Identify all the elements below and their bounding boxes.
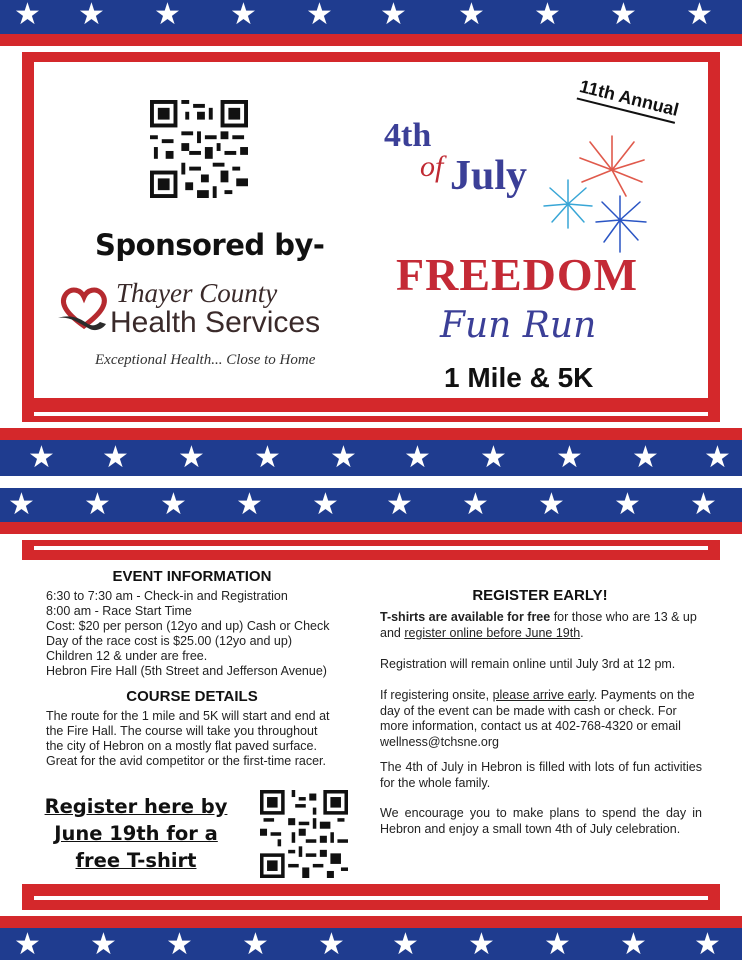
- star-icon: ★: [8, 488, 35, 522]
- star-icon: ★: [632, 440, 659, 475]
- encourage-paragraph: We encourage you to make plans to spend the day in Hebron and enjoy a small town 4th of July celebration.: [380, 806, 702, 836]
- middle-red-stripe-top: [0, 428, 742, 440]
- heart-hand-icon: [56, 282, 112, 336]
- star-icon: ★: [614, 488, 641, 522]
- star-icon: ★: [160, 488, 187, 522]
- register-link-line: Register here by: [44, 795, 228, 818]
- star-icon: ★: [84, 488, 111, 522]
- star-icon: ★: [178, 440, 205, 475]
- star-icon: ★: [480, 440, 507, 475]
- register-link-line: free T-shirt: [75, 849, 197, 872]
- event-info-line: Cost: $20 per person (12yo and up) Cash or Check: [46, 619, 330, 633]
- title-distance: 1 Mile & 5K: [444, 362, 594, 393]
- star-icon: ★: [686, 0, 713, 32]
- sponsor-heading: Sponsored by-: [95, 228, 325, 262]
- lower-left-frame: [22, 540, 32, 560]
- star-icon: ★: [254, 440, 281, 475]
- star-icon: ★: [102, 440, 129, 475]
- qr-code-icon[interactable]: [260, 790, 348, 878]
- event-info-heading: EVENT INFORMATION: [112, 568, 272, 585]
- title-fun-run: Fun Run: [440, 305, 597, 346]
- star-icon: ★: [166, 928, 193, 960]
- register-link[interactable]: [44, 793, 228, 874]
- star-icon: ★: [330, 440, 357, 475]
- middle-star-band-upper: [0, 440, 742, 476]
- middle-red-stripe-bottom: [0, 522, 742, 534]
- star-icon: ★: [14, 928, 41, 960]
- bottom-white-line: [34, 896, 708, 900]
- course-details-line: Great for the avid competitor or the first-time racer.: [46, 754, 326, 768]
- logo-name-line2: Health Services: [110, 306, 321, 339]
- star-icon: ★: [468, 928, 495, 960]
- top-star-band: [0, 0, 742, 34]
- onsite-rest-text: . Payments on the day of the event can be made with cash or check. For more information, contact us at 402-768-4320 or email wellness@tchsne.org: [380, 688, 695, 749]
- middle-inner-frame-top: [22, 398, 720, 422]
- top-red-stripe: [0, 34, 742, 46]
- qr-code-icon: [150, 100, 248, 198]
- star-icon: ★: [380, 0, 407, 32]
- register-link-line: June 19th for a: [54, 822, 218, 845]
- star-icon: ★: [544, 928, 571, 960]
- period-text: .: [580, 625, 584, 640]
- registration-online-paragraph: Registration will remain online until July 3rd at 12 pm.: [380, 657, 676, 671]
- star-icon: ★: [694, 928, 721, 960]
- star-icon: ★: [704, 440, 731, 475]
- middle-white-line: [34, 412, 708, 416]
- course-details-line: The route for the 1 mile and 5K will start and end at: [46, 709, 330, 723]
- event-info-line: Hebron Fire Hall (5th Street and Jefferson Avenue): [46, 664, 327, 678]
- title-july: July: [450, 153, 528, 199]
- logo-name-line1: Thayer County: [116, 278, 278, 308]
- left-frame: [22, 52, 34, 408]
- firework-icon: [540, 132, 660, 262]
- star-icon: ★: [312, 488, 339, 522]
- bottom-left-frame: [22, 884, 32, 910]
- star-icon: ★: [14, 0, 41, 32]
- title-freedom: FREEDOM: [396, 249, 639, 300]
- star-icon: ★: [534, 0, 561, 32]
- tshirt-free-text: T-shirts are available for free: [380, 610, 551, 624]
- annual-label: 11th Annual: [577, 76, 681, 124]
- fun-activities-paragraph: The 4th of July in Hebron is filled with lots of fun activities for the whole family.: [380, 760, 702, 790]
- register-online-link[interactable]: register online before June 19th: [404, 625, 581, 640]
- star-icon: ★: [392, 928, 419, 960]
- star-icon: ★: [462, 488, 489, 522]
- star-icon: ★: [154, 0, 181, 32]
- star-icon: ★: [538, 488, 565, 522]
- bottom-right-frame: [710, 884, 720, 910]
- title-of: of: [420, 150, 444, 183]
- middle-star-band-lower: [0, 488, 742, 522]
- right-frame: [708, 52, 720, 408]
- course-details-heading: COURSE DETAILS: [126, 688, 258, 705]
- arrive-early-text: please arrive early: [492, 688, 594, 702]
- star-icon: ★: [610, 0, 637, 32]
- star-icon: ★: [28, 440, 55, 475]
- star-icon: ★: [230, 0, 257, 32]
- star-icon: ★: [318, 928, 345, 960]
- bottom-star-band: [0, 928, 742, 960]
- lower-right-frame: [710, 540, 720, 560]
- event-info-line: 8:00 am - Race Start Time: [46, 604, 192, 618]
- event-info-line: Children 12 & under are free.: [46, 649, 208, 663]
- event-info-line: Day of the race cost is $25.00 (12yo and up): [46, 634, 292, 648]
- star-icon: ★: [556, 440, 583, 475]
- event-info-line: 6:30 to 7:30 am - Check-in and Registration: [46, 589, 288, 603]
- star-icon: ★: [306, 0, 333, 32]
- register-early-heading: REGISTER EARLY!: [472, 587, 608, 604]
- bottom-red-stripe: [0, 916, 742, 928]
- star-icon: ★: [690, 488, 717, 522]
- star-icon: ★: [242, 928, 269, 960]
- star-icon: ★: [458, 0, 485, 32]
- logo-tagline: Exceptional Health... Close to Home: [95, 352, 316, 368]
- title-fourth: 4th: [384, 117, 432, 154]
- course-details-line: the city of Hebron on a mostly flat paved surface.: [46, 739, 317, 753]
- star-icon: ★: [386, 488, 413, 522]
- star-icon: ★: [620, 928, 647, 960]
- star-icon: ★: [404, 440, 431, 475]
- course-details-line: the Fire Hall. The course will take you throughout: [46, 724, 318, 738]
- register-early-paragraph: [380, 610, 702, 641]
- star-icon: ★: [236, 488, 263, 522]
- star-icon: ★: [90, 928, 117, 960]
- lower-white-line: [34, 546, 708, 550]
- tshirt-age-text: for those who are 13 & up and: [380, 610, 697, 640]
- onsite-paragraph: [380, 688, 702, 750]
- onsite-start-text: If registering onsite,: [380, 688, 493, 702]
- star-icon: ★: [78, 0, 105, 32]
